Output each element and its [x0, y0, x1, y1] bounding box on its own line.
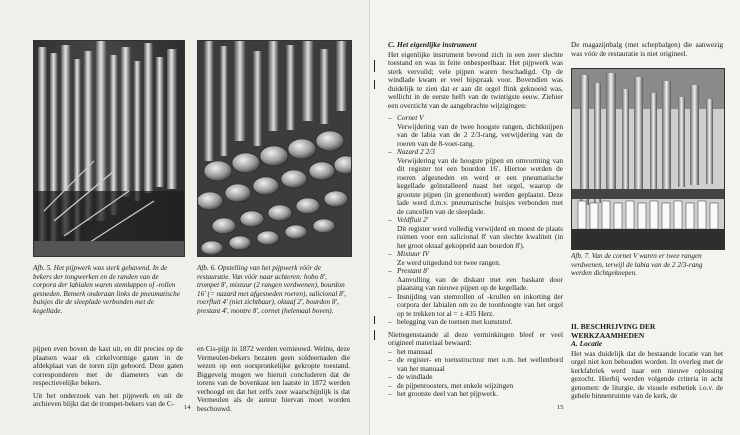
cornet-photo-7	[572, 69, 724, 249]
left-column-2-text	[197, 345, 350, 417]
list-item: – Prestant 8' Aanvulling van de diskant met een baskant door plaatsing van nieuwe pijpen op de kegellade.	[388, 267, 563, 293]
list-item: – Nazard 2 2/3 Verwijdering van de hoogste pijpen en omvorming van dit register tot een bourdon 16'. Hiertoe werden de roeren afgesneden en werd er een pneumatische kegellade geïnstalleerd naast het orgel, waarop de grootste pijpen (in grenenhout) werden geplaatst. Deze lade werd d.m.v. pneumatische buisjes verbonden met de cancellen van de sleeplade.	[388, 148, 563, 216]
figure-5-caption: Afb. 5. Het pijpwerk was sterk gehavend. In de bekers der tongwerken en de randen van de corpora der labialen waren stemlappen of -rollen gesneden. Bemerk onderaan links de pneumatische buisjes die de sleeplade verbonden met de kegellade.	[33, 264, 180, 315]
figure-6-photo	[197, 40, 352, 257]
list-item: – Veldfluit 2' Dit register werd volledig verwijderd en moest de plaats ruimen voor een salicional 8' van slechte kwaliteit (in het groot oktaaf gekoppeld aan bourdon 8').	[388, 216, 563, 250]
paragraph: Uit het onderzoek van het pijpwerk en uit de archieven blijkt dat de trompet-bekers van de C-	[33, 390, 183, 408]
binding-mark	[374, 60, 375, 72]
paragraph: en Cis-pijp in 1872 werden vernieuwd. Welnu, deze Vermeulen-bekers bezaten geen soldeernaden die wezen op een oorspronkelijke gekropte toestand. Biggevelg mogen we hieruit concluderen dat de torens van de bovenkast ten laatste in 1872 werden verhoogd en dat het zelfs zeer waarschijnlijk is dat Vermeulen als de auteur hiervan moet worden beschouwd.	[197, 344, 350, 413]
list-item: – de windlade	[388, 373, 563, 382]
retained-list	[388, 348, 563, 399]
list-item: – Mixtuur IV Ze werd uitgedund tot twee rangen.	[388, 250, 563, 267]
figure-7-photo	[571, 68, 725, 250]
section-ii-title: II. BESCHRIJVING DER WERKZAAMHEDEN	[571, 322, 656, 340]
page-number: 15	[557, 404, 564, 411]
right-page	[370, 0, 740, 435]
figure-5-photo	[33, 40, 185, 257]
list-item: – Insnijding van stemrollen of -krullen en inkorting der corpora der labialen om zo de toonhoogte van het orgel op te trekken tot al = ± 435 Herz.	[388, 293, 563, 319]
right-column-2-bottom	[571, 323, 723, 405]
pipework-photo-5	[34, 41, 184, 256]
list-item: – Cornet V Verwijdering van de twee hoogste rangen, dichtknijpen van de labia van de 2 2/3-rang, verwijdering van de roeren van de 8-voet-rang.	[388, 114, 563, 148]
paragraph: pijpen even boven de kast uit, en dit precies op de plaatsen waar ek cirkelvormige gaten in de afdekplaat van de toren zijn geboord. Deze gaten corresponderen met de diameters van de respectievelijke bekers.	[33, 344, 183, 387]
figure-6-caption: Afb. 6. Opstelling van het pijpwerk vóór de restauratie. Van vóór naar achteren: hobo 8', trompet 8', mixtuur (2 rangen verdwenen), bourdon 16' (= nazard met afgesneden roeren), salicional 8', roerfluit 4' (niet zichtbaar), oktaaf 2', bourdon 8', prestant 4', montre 8', cornet (helemaal boven).	[197, 264, 347, 315]
changes-list	[388, 114, 563, 327]
section-c-title: C. Het eigenlijke instrument	[388, 40, 477, 49]
binding-mark	[374, 316, 375, 324]
right-column-2-top: De magazijnbalg (met schepbalgen) die aanwezig was vóór de restauratie is niet origineel.	[571, 40, 723, 58]
right-column-1-text	[388, 41, 563, 403]
binding-mark	[374, 80, 375, 89]
list-item: – het grootste deel van het pijpwerk.	[388, 390, 563, 399]
binding-mark	[374, 330, 375, 340]
figure-7-caption: Afb. 7. Van de cornet V waren er twee rangen verdwenen, terwijl de labia van de 2 2/3-rang werden dichtgeknepen.	[571, 252, 703, 278]
list-item: – de pijpenroosters, met enkele wijzingen	[388, 382, 563, 391]
list-item: – de register- en toetsstructuur met o.m. het wellenbord van het manuaal	[388, 356, 563, 373]
retained-intro: Niettegenstaande al deze verminkingen bleef er veel origineel materiaal bewaard:	[388, 329, 563, 347]
section-c-intro: Het eigenlijke instrument bevond zich in een zeer slechte toestand en was in feite onbespeelbaar. Het pijpwerk was sterk vervuild; vele pijpen waren beschadigd. Op de windlade kwam er veel bijspraak voor. Bovendien was duidelijk te zien dat er aan dit orgel flink geknoeid was, wellicht in de eerste helft van de twintigste eeuw. Ziehier een overzicht van de aangebrachte wijzigingen:	[388, 49, 563, 110]
list-item: – belegging van de toetsen met kunststof.	[388, 318, 563, 327]
pipework-photo-6	[198, 41, 351, 256]
section-a-title: A. Locatie	[571, 339, 603, 349]
left-column-1-text	[33, 345, 183, 413]
list-item: – het manuaal	[388, 348, 563, 357]
page-number: 14	[184, 404, 191, 411]
section-a-text: Het was duidelijk dat de bestaande locatie van het orgel niet kon behouden worden. In overleg met de kerkfabriek werd naar een nieuwe oplossing gezocht. Hierbij werden volgende criteria in acht genomen: de liturgie, de visuele esthetiek i.o.v. de gehele binnenruimte van de kerk, de	[571, 348, 723, 401]
